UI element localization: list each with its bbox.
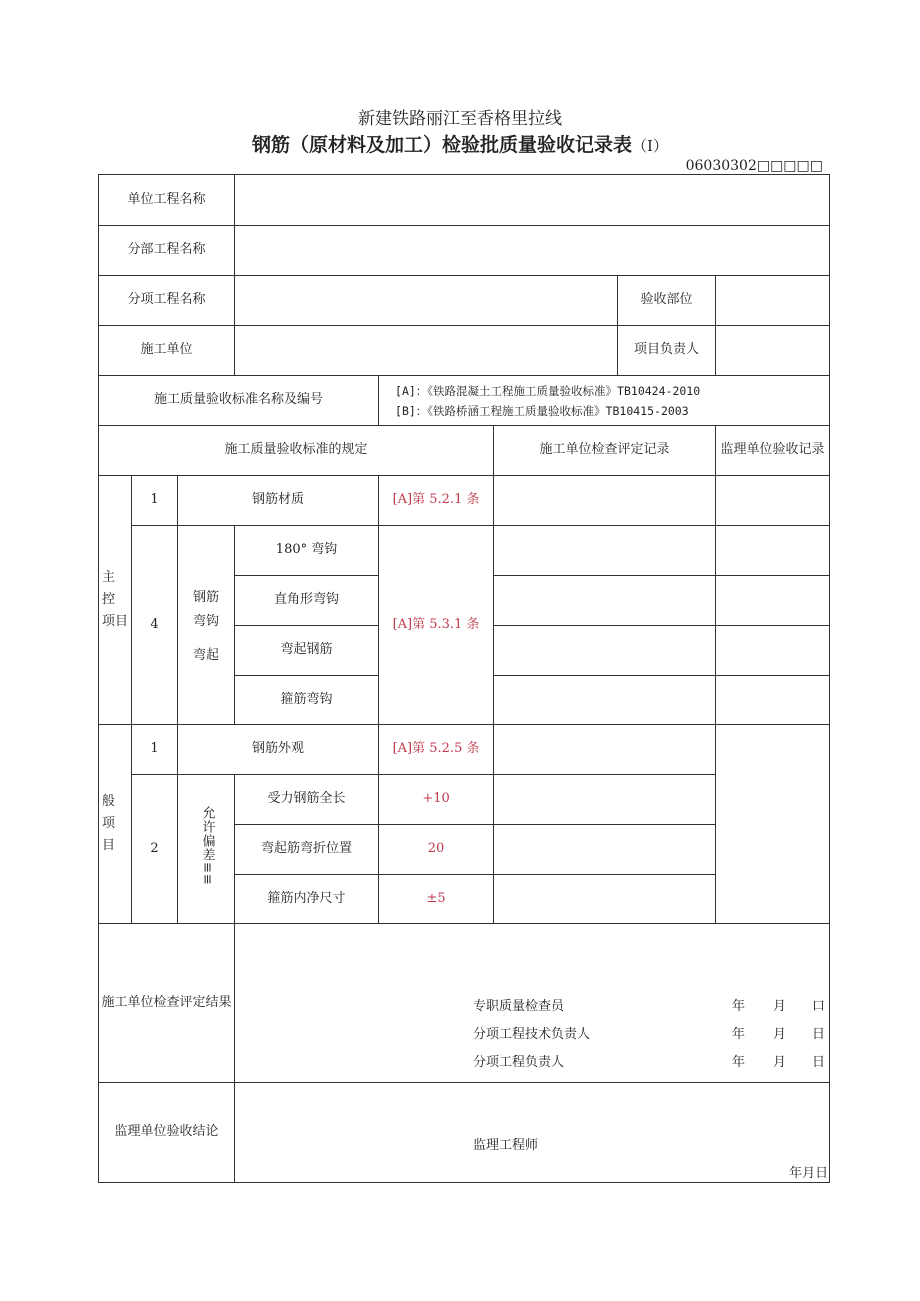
main-row1-name: 钢筋材质: [178, 476, 379, 526]
main-row2-clause: [A]第 5.3.1 条: [379, 526, 494, 725]
main-row1-clause: [A]第 5.2.1 条: [379, 476, 494, 526]
supervising-engineer: 监理工程师: [473, 1138, 539, 1153]
hook-item-3: 弯起钢筋: [235, 626, 379, 676]
project-manager-value[interactable]: [716, 326, 830, 376]
row-division-project: [99, 226, 830, 276]
main-row1-record[interactable]: [494, 476, 716, 526]
unit-project-value[interactable]: [235, 175, 830, 226]
tolerance-item-3-record[interactable]: [494, 875, 716, 924]
general-row-appearance: [99, 725, 830, 775]
tolerance-item-2-record[interactable]: [494, 825, 716, 875]
supervisor-conclusion-value[interactable]: [235, 1083, 830, 1183]
row-contractor-result: [99, 924, 830, 1083]
signer2-day: 日: [812, 1027, 826, 1042]
form-title: [0, 130, 920, 157]
tolerance-item-3: 箍筋内净尺寸: [235, 875, 379, 924]
general-row2-no: 2: [132, 775, 178, 924]
construction-unit-label: 施工单位: [99, 326, 235, 376]
hook-item-2-supervisor[interactable]: [716, 576, 830, 626]
general-row1-clause: [A]第 5.2.5 条: [379, 725, 494, 775]
main-row1-supervisor[interactable]: [716, 476, 830, 526]
hook-item-3-supervisor[interactable]: [716, 626, 830, 676]
main-row-hook-180: [99, 526, 830, 576]
form-title-suffix: （I）: [632, 137, 668, 155]
hook-item-2: 直角形弯钩: [235, 576, 379, 626]
item-project-label: 分项工程名称: [99, 276, 235, 326]
standard-a: [A]：《铁路混凝土工程施工质量验收标准》TB10424-2010: [395, 383, 701, 398]
row-column-headers: [99, 426, 830, 476]
contractor-result-value[interactable]: [235, 924, 830, 1083]
hook-item-4-supervisor[interactable]: [716, 676, 830, 725]
signer2-month: 月: [773, 1027, 787, 1042]
row-standard: [99, 376, 830, 426]
general-row2-group: [178, 775, 235, 924]
signer1-month: 月: [773, 999, 787, 1014]
division-project-value[interactable]: [235, 226, 830, 276]
signer3-day: 日: [812, 1055, 826, 1070]
row-item-project: [99, 276, 830, 326]
acceptance-part-label: 验收部位: [618, 276, 716, 326]
tolerance-item-2-value: 20: [379, 825, 494, 875]
standard-b: [B]：《铁路桥涵工程施工质量验收标准》TB10415-2003: [395, 403, 689, 418]
main-control-label: 主 控 项目: [99, 476, 132, 725]
tolerance-group-label: 允许偏差≡≡: [199, 806, 215, 886]
standard-label: 施工质量验收标准名称及编号: [99, 376, 379, 426]
tolerance-item-2: 弯起筋弯折位置: [235, 825, 379, 875]
item-project-value[interactable]: [235, 276, 618, 326]
row-construction-unit: [99, 326, 830, 376]
hook-item-1: 180° 弯钩: [235, 526, 379, 576]
main-row1-no: 1: [132, 476, 178, 526]
division-project-label: 分部工程名称: [99, 226, 235, 276]
standard-value: [379, 376, 830, 426]
regulation-header: 施工质量验收标准的规定: [99, 426, 494, 476]
signer3-month: 月: [773, 1055, 787, 1070]
supervisor-record-header: 监理单位验收记录: [716, 426, 830, 476]
hook-group-label-2: 弯起: [193, 647, 220, 663]
main-row2-no: 4: [132, 526, 178, 725]
signer3-year: 年: [732, 1055, 746, 1070]
row-unit-project: [99, 175, 830, 226]
supervisor-conclusion-label: 监理单位验收结论: [99, 1083, 235, 1183]
unit-project-label: 单位工程名称: [99, 175, 235, 226]
hook-item-1-record[interactable]: [494, 526, 716, 576]
construction-unit-value[interactable]: [235, 326, 618, 376]
hook-item-4-record[interactable]: [494, 676, 716, 725]
project-manager-label: 项目负责人: [618, 326, 716, 376]
general-row1-name: 钢筋外观: [178, 725, 379, 775]
form-title-text: 钢筋（原材料及加工）检验批质量验收记录表: [252, 134, 633, 156]
tolerance-item-1-value: +10: [379, 775, 494, 825]
signer1-day: 口: [812, 999, 826, 1014]
form-code: 06030302□□□□□: [685, 158, 823, 174]
conclusion-date: 年月日: [789, 1166, 829, 1181]
tolerance-item-3-value: ±5: [379, 875, 494, 924]
signer-item-lead: 分项工程负责人: [473, 1055, 565, 1070]
contractor-record-header: 施工单位检查评定记录: [494, 426, 716, 476]
general-supervisor[interactable]: [716, 725, 830, 924]
general-label: 般 项 目: [99, 725, 132, 924]
hook-item-1-supervisor[interactable]: [716, 526, 830, 576]
acceptance-part-value[interactable]: [716, 276, 830, 326]
hook-item-4: 箍筋弯钩: [235, 676, 379, 725]
general-row1-record[interactable]: [494, 725, 716, 775]
hook-item-2-record[interactable]: [494, 576, 716, 626]
signer-technical-lead: 分项工程技术负责人: [473, 1027, 591, 1042]
project-subtitle: 新建铁路丽江至香格里拉线: [358, 109, 562, 129]
hook-group-label-1: 钢筋 弯钩: [193, 589, 220, 629]
signer2-year: 年: [732, 1027, 746, 1042]
tolerance-item-1-record[interactable]: [494, 775, 716, 825]
inspection-form-table: [98, 174, 830, 1183]
tolerance-item-1: 受力钢筋全长: [235, 775, 379, 825]
main-row2-group: [178, 526, 235, 725]
row-supervisor-conclusion: [99, 1083, 830, 1183]
main-row-material: [99, 476, 830, 526]
signer1-year: 年: [732, 999, 746, 1014]
contractor-result-label: 施工单位检查评定结果: [99, 924, 235, 1083]
signer-quality-inspector: 专职质量检查员: [473, 999, 565, 1014]
hook-item-3-record[interactable]: [494, 626, 716, 676]
general-row1-no: 1: [132, 725, 178, 775]
